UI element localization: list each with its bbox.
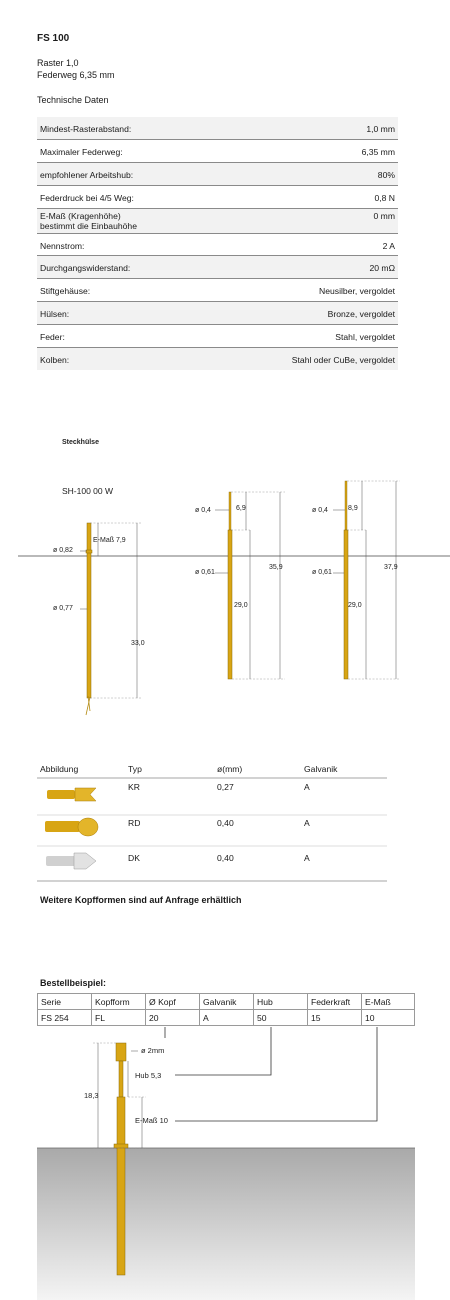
order-value: FS 254 <box>38 1010 92 1026</box>
length-label: 37,9 <box>384 564 398 571</box>
table-row <box>37 814 387 847</box>
order-header: Serie <box>38 994 92 1010</box>
diameter-label: ø 0,4 <box>312 507 328 514</box>
spec-value: 6,35 mm <box>361 147 395 158</box>
order-header: Hub <box>254 994 308 1010</box>
column-header: Typ <box>128 764 142 774</box>
length-label: 33,0 <box>131 640 145 647</box>
length-label: 29,0 <box>234 602 248 609</box>
order-value: FL <box>92 1010 146 1026</box>
order-value: 10 <box>362 1010 415 1026</box>
page-title: FS 100 <box>37 33 70 44</box>
spec-label: Hülsen: <box>40 309 70 320</box>
spec-value: 80% <box>377 170 395 181</box>
head-plating: A <box>304 782 310 792</box>
length-label: 8,9 <box>348 505 358 512</box>
head-plating: A <box>304 818 310 828</box>
order-example-title: Bestellbeispiel: <box>40 978 107 988</box>
head-diameter: 0,40 <box>217 818 234 828</box>
order-code-table <box>37 993 415 1026</box>
spec-label: Durchgangswiderstand: <box>40 263 131 274</box>
order-header: Ø Kopf <box>146 994 200 1010</box>
order-value: A <box>200 1010 254 1026</box>
spec-value: 0,8 N <box>374 192 395 203</box>
order-leader-lines <box>165 1027 377 1121</box>
diameter-label: ø 0,4 <box>195 507 211 514</box>
spec-value: 2 A <box>382 240 395 251</box>
section-title: Technische Daten <box>37 95 109 105</box>
length-label: 6,9 <box>236 505 246 512</box>
column-header: Galvanik <box>304 764 338 774</box>
spec-label: Feder: <box>40 331 65 342</box>
spec-label: empfohlener Arbeitshub: <box>40 170 134 181</box>
travel-text: Federweg 6,35 mm <box>37 70 115 80</box>
diameter-label: ø 0,61 <box>195 569 215 576</box>
spec-label: Maximaler Federweg: <box>40 147 123 158</box>
spec-label: Mindest-Rasterabstand: <box>40 124 132 134</box>
order-value: 50 <box>254 1010 308 1026</box>
pitch-text: Raster 1,0 <box>37 58 79 68</box>
head-plating: A <box>304 853 310 863</box>
order-header: Federkraft <box>308 994 362 1010</box>
head-type: RD <box>128 818 141 828</box>
spec-value: 0 mm <box>373 210 395 221</box>
spec-value: 1,0 mm <box>366 124 395 134</box>
order-header: Kopfform <box>92 994 146 1010</box>
length-label: 29,0 <box>348 602 362 609</box>
table-header-row <box>37 764 387 778</box>
order-value: 20 <box>146 1010 200 1026</box>
emass-label: E-Maß 10 <box>135 1116 168 1125</box>
head-types-table <box>37 764 387 881</box>
spec-value: Stahl oder CuBe, vergoldet <box>291 354 395 365</box>
receptacle-drawing <box>80 523 142 715</box>
table-row <box>37 847 387 881</box>
table-row <box>37 778 387 814</box>
length-label: 35,9 <box>269 564 283 571</box>
receptacle-part-number: SH-100 00 W <box>62 486 114 496</box>
spec-label: Kolben: <box>40 354 70 365</box>
order-header: E-Maß <box>362 994 415 1010</box>
more-heads-note: Weitere Kopfformen sind auf Anfrage erhältlich <box>40 895 242 905</box>
emass-label: E-Maß 7,9 <box>93 537 126 544</box>
order-header: Galvanik <box>200 994 254 1010</box>
head-type: KR <box>128 782 140 792</box>
order-value: 15 <box>308 1010 362 1026</box>
spec-label: Federdruck bei 4/5 Weg: <box>40 192 134 203</box>
head-diameter: 0,27 <box>217 782 234 792</box>
probe-drawing-1 <box>215 492 285 679</box>
spec-value: Stahl, vergoldet <box>335 331 395 342</box>
diameter-label: ø 2mm <box>141 1046 165 1055</box>
head-type: DK <box>128 853 140 863</box>
column-header: ø(mm) <box>217 764 243 774</box>
mounting-plate <box>37 1148 415 1300</box>
spec-label-line2: bestimmt die Einbauhöhe <box>40 220 137 231</box>
spec-label-line1: E-Maß (Kragenhöhe) <box>40 210 121 221</box>
diameter-label: ø 0,77 <box>53 605 73 612</box>
spec-value: 20 mΩ <box>369 263 395 274</box>
receptacle-title: Steckhülse <box>62 439 99 446</box>
head-diameter: 0,40 <box>217 853 234 863</box>
spec-label: Nennstrom: <box>40 240 85 251</box>
spec-label: Stiftgehäuse: <box>40 286 91 297</box>
length-label: 18,3 <box>84 1091 99 1100</box>
probe-drawing-2 <box>333 481 400 679</box>
diameter-label: ø 0,82 <box>53 547 73 554</box>
spec-value: Neusilber, vergoldet <box>319 286 395 297</box>
spec-value: Bronze, vergoldet <box>327 309 395 320</box>
diameter-label: ø 0,61 <box>312 569 332 576</box>
order-header-row <box>38 994 415 1010</box>
order-value-row <box>38 1010 415 1026</box>
column-header: Abbildung <box>40 764 79 774</box>
stroke-label: Hub 5,3 <box>135 1071 162 1080</box>
